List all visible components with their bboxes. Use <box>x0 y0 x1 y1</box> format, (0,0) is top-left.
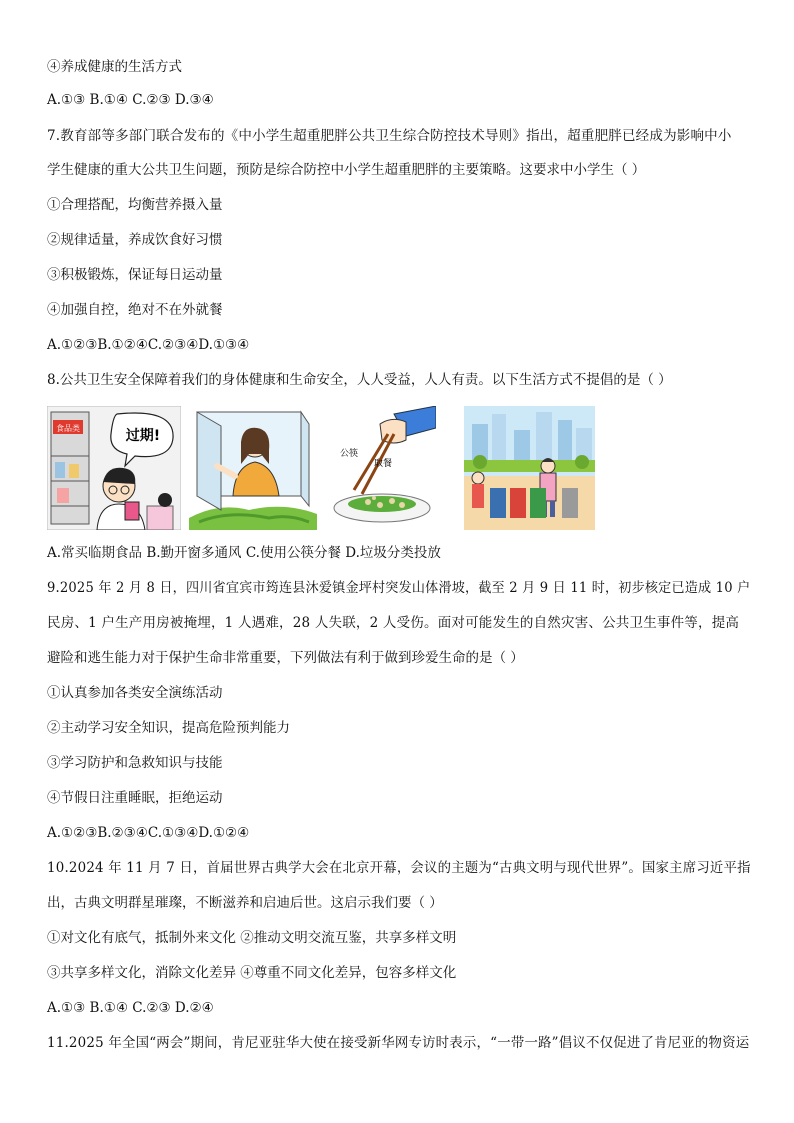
q6-option-4: ④养成健康的生活方式 <box>47 59 182 75</box>
q9-option-2: ②主动学习安全知识，提高危险预判能力 <box>47 720 290 736</box>
q10-options-3-4: ③共享多样文化，消除文化差异 ④尊重不同文化差异，包容多样文化 <box>47 965 457 981</box>
q10-stem-line-2: 出，古典文明群星璀璨，不断滋养和启迪后世。这启示我们要（ ） <box>47 895 443 911</box>
q7-option-3: ③积极锻炼，保证每日运动量 <box>47 267 223 283</box>
q7-option-4: ④加强自控，绝对不在外就餐 <box>47 302 223 318</box>
q10-options-1-2: ①对文化有底气，抵制外来文化 ②推动文明交流互鉴，共享多样文明 <box>47 930 457 946</box>
q8-answer-choices: A.常买临期食品 B.勤开窗多通风 C.使用公筷分餐 D.垃圾分类投放 <box>47 545 441 561</box>
q10-answer-choices: A.①③ B.①④ C.②③ D.②④ <box>47 1000 214 1016</box>
q7-option-1: ①合理搭配，均衡营养摄入量 <box>47 197 223 213</box>
q8-image-row <box>47 406 607 530</box>
q9-option-1: ①认真参加各类安全演练活动 <box>47 685 223 701</box>
q9-option-3: ③学习防护和急救知识与技能 <box>47 755 223 771</box>
svg-text:取餐: 取餐 <box>374 459 393 469</box>
q9-stem-line-1: 9.2025 年 2 月 8 日，四川省宜宾市筠连县沐爱镇金坪村突发山体滑坡，截至 2 月 9 日 11 时，初步核定已造成 10 户 <box>47 580 751 596</box>
q6-answer-choices: A.①③ B.①④ C.②③ D.③④ <box>47 92 214 108</box>
q7-answer-choices: A.①②③B.①②④C.②③④D.①③④ <box>47 337 250 353</box>
q7-stem-line-1: 7.教育部等多部门联合发布的《中小学生超重肥胖公共卫生综合防控技术导则》指出，超重肥胖已经成为影响中小 <box>47 128 732 144</box>
q8-stem: 8.公共卫生安全保障着我们的身体健康和生命安全，人人受益，人人有责。以下生活方式不提倡的是（ ） <box>47 372 672 388</box>
public-chopsticks-illustration <box>332 406 436 530</box>
q9-stem-line-3: 避险和逃生能力对于保护生命非常重要，下列做法有利于做到珍爱生命的是（ ） <box>47 650 524 666</box>
ventilation-illustration <box>189 406 317 530</box>
q7-option-2: ②规律适量，养成饮食好习惯 <box>47 232 223 248</box>
q7-stem-line-2: 学生健康的重大公共卫生问题，预防是综合防控中小学生超重肥胖的主要策略。这要求中小学生（ ） <box>47 162 646 178</box>
svg-text:过期!: 过期! <box>125 428 161 444</box>
q9-option-4: ④节假日注重睡眠，拒绝运动 <box>47 790 223 806</box>
expired-food-illustration <box>47 406 181 530</box>
q9-answer-choices: A.①②③B.②③④C.①③④D.①②④ <box>47 825 250 841</box>
svg-text:食品类: 食品类 <box>56 424 80 433</box>
q11-stem-line-1: 11.2025 年全国“两会”期间，肯尼亚驻华大使在接受新华网专访时表示，“一带一路”倡议不仅促进了肯尼亚的物资运 <box>47 1035 750 1051</box>
garbage-sorting-illustration <box>464 406 595 530</box>
q9-stem-line-2: 民房、1 户生产用房被掩埋，1 人遇难，28 人失联，2 人受伤。面对可能发生的自然灾害、公共卫生事件等，提高 <box>47 615 740 631</box>
svg-text:公筷: 公筷 <box>340 449 359 459</box>
q10-stem-line-1: 10.2024 年 11 月 7 日，首届世界古典学大会在北京开幕，会议的主题为“古典文明与现代世界”。国家主席习近平指 <box>47 860 751 876</box>
